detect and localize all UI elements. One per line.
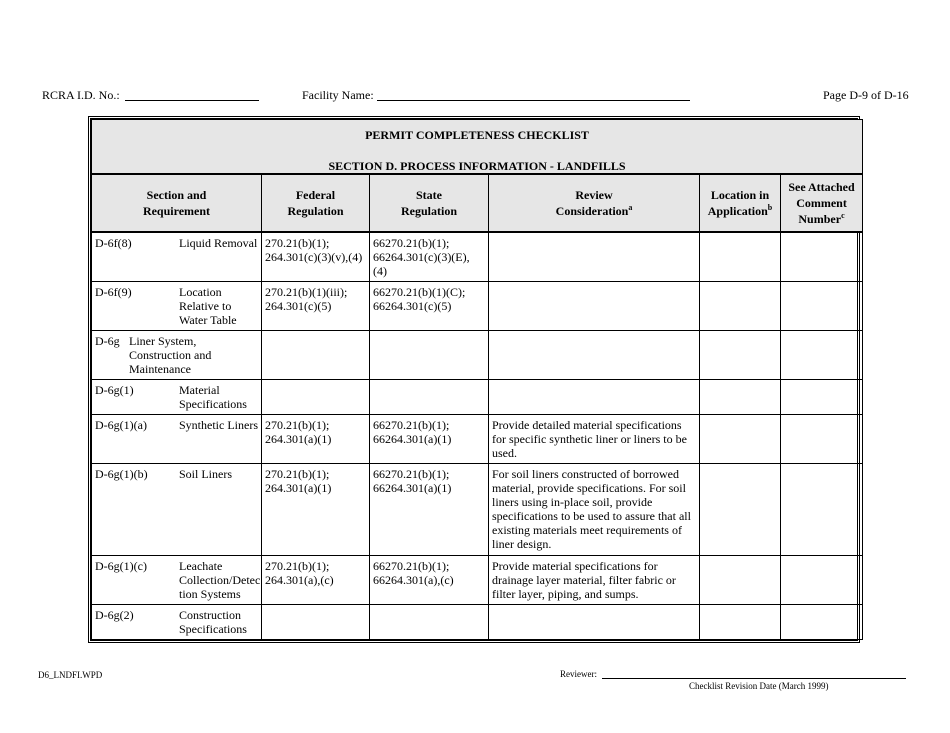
state-cell: 66270.21(b)(1); 66264.301(a)(1) (370, 464, 489, 556)
state-cell: 66270.21(b)(1); 66264.301(c)(3)(E), (4) (370, 232, 489, 282)
location-cell[interactable] (700, 331, 781, 380)
location-cell[interactable] (700, 464, 781, 556)
col-header-location-line1: Location in (710, 188, 770, 202)
rcra-id-label: RCRA I.D. No.: (42, 88, 120, 102)
col-header-section-line1: Section and (146, 188, 207, 202)
section-desc: Liner System, Construction and Maintenance (129, 334, 212, 376)
federal-cell (262, 331, 370, 380)
state-cell: 66270.21(b)(1); 66264.301(a),(c) (370, 556, 489, 605)
section-desc: Location Relative to Water Table (179, 285, 237, 327)
table-row (92, 380, 863, 415)
state-cell (370, 331, 489, 380)
section-desc: Material Specifications (179, 383, 247, 411)
page-number: Page D-9 of D-16 (823, 88, 909, 102)
federal-cell (262, 605, 370, 640)
section-code: D-6g(1) (95, 383, 134, 397)
col-header-state (370, 174, 489, 232)
federal-cell (262, 380, 370, 415)
section-cell (92, 605, 262, 640)
table-subtitle: SECTION D. PROCESS INFORMATION - LANDFILLS (328, 159, 626, 173)
comment-cell[interactable] (781, 464, 863, 556)
federal-cell: 270.21(b)(1); 264.301(a)(1) (262, 415, 370, 464)
table-row (92, 415, 863, 464)
comment-cell[interactable] (781, 331, 863, 380)
location-cell[interactable] (700, 232, 781, 282)
section-code: D-6g(2) (95, 608, 134, 622)
revision-date: Checklist Revision Date (March 1999) (689, 681, 829, 691)
location-cell[interactable] (700, 605, 781, 640)
col-header-state-line1: State (416, 188, 442, 202)
facility-name-label: Facility Name: (302, 88, 374, 102)
review-cell (489, 282, 700, 331)
col-header-section-line2: Requirement (142, 204, 211, 218)
footnote-b: b (767, 203, 773, 212)
state-cell (370, 380, 489, 415)
comment-cell[interactable] (781, 380, 863, 415)
section-code: D-6g(1)(a) (95, 418, 147, 432)
col-header-review (489, 174, 700, 232)
review-cell: Provide detailed material specifications for specific synthetic liner or liners to be used. (489, 415, 700, 464)
section-code: D-6g (95, 334, 120, 348)
state-cell: 66270.21(b)(1)(C); 66264.301(c)(5) (370, 282, 489, 331)
section-code: D-6f(9) (95, 285, 132, 299)
review-cell (489, 331, 700, 380)
table-row (92, 556, 863, 605)
review-cell: Provide material specifications for drainage layer material, filter fabric or filter layer, piping, and sumps. (489, 556, 700, 605)
col-header-federal-line1: Federal (295, 188, 336, 202)
col-header-comment-line1: See Attached (788, 180, 855, 194)
rcra-id-field[interactable] (125, 89, 259, 101)
file-name: D6_LNDFI.WPD (38, 670, 103, 680)
checklist-table (88, 116, 860, 643)
col-header-comment-line3: Number (798, 212, 842, 226)
section-desc: Leachate Collection/Detec tion Systems (179, 559, 261, 601)
col-header-federal (262, 174, 370, 232)
table-row (92, 232, 863, 282)
federal-cell: 270.21(b)(1); 264.301(a),(c) (262, 556, 370, 605)
location-cell[interactable] (700, 415, 781, 464)
section-desc: Construction Specifications (179, 608, 247, 636)
col-header-review-line2: Consideration (555, 204, 629, 218)
table-row (92, 605, 863, 640)
federal-cell: 270.21(b)(1); 264.301(a)(1) (262, 464, 370, 556)
reviewer-field[interactable] (602, 668, 906, 679)
footnote-c: c (841, 211, 845, 220)
table-row (92, 464, 863, 556)
comment-cell[interactable] (781, 605, 863, 640)
section-cell (92, 380, 262, 415)
review-cell (489, 380, 700, 415)
section-code: D-6f(8) (95, 236, 132, 250)
comment-cell[interactable] (781, 232, 863, 282)
table-title-block (92, 120, 863, 175)
table-title: PERMIT COMPLETENESS CHECKLIST (365, 128, 589, 142)
section-cell (92, 415, 262, 464)
comment-cell[interactable] (781, 282, 863, 331)
state-cell (370, 605, 489, 640)
section-cell (92, 331, 262, 380)
comment-cell[interactable] (781, 415, 863, 464)
section-desc: Liquid Removal (179, 236, 258, 250)
section-cell (92, 232, 262, 282)
location-cell[interactable] (700, 380, 781, 415)
review-cell (489, 605, 700, 640)
section-desc: Soil Liners (179, 467, 232, 481)
col-header-federal-line2: Regulation (287, 204, 344, 218)
section-cell (92, 556, 262, 605)
facility-name-field[interactable] (377, 89, 690, 101)
footnote-a: a (628, 203, 633, 212)
location-cell[interactable] (700, 556, 781, 605)
col-header-location (700, 174, 781, 232)
col-header-comment (781, 174, 863, 232)
section-cell (92, 464, 262, 556)
page-header (0, 88, 950, 104)
col-header-section (92, 174, 262, 232)
federal-cell: 270.21(b)(1)(iii); 264.301(c)(5) (262, 282, 370, 331)
location-cell[interactable] (700, 282, 781, 331)
table-row (92, 331, 863, 380)
section-desc: Synthetic Liners (179, 418, 258, 432)
review-cell: For soil liners constructed of borrowed material, provide specifications. For soil liners using in-place soil, provide specifications to be used to assure that all existing materials meet requirements of liner design. (489, 464, 700, 556)
review-cell (489, 232, 700, 282)
comment-cell[interactable] (781, 556, 863, 605)
section-code: D-6g(1)(c) (95, 559, 147, 573)
state-cell: 66270.21(b)(1); 66264.301(a)(1) (370, 415, 489, 464)
col-header-comment-line2: Comment (796, 196, 847, 210)
section-cell (92, 282, 262, 331)
col-header-location-line2: Application (707, 204, 768, 218)
col-header-state-line2: Regulation (400, 204, 457, 218)
table-row (92, 282, 863, 331)
section-code: D-6g(1)(b) (95, 467, 148, 481)
col-header-review-line1: Review (575, 188, 613, 202)
federal-cell: 270.21(b)(1); 264.301(c)(3)(v),(4) (262, 232, 370, 282)
reviewer-label: Reviewer: (560, 669, 597, 679)
